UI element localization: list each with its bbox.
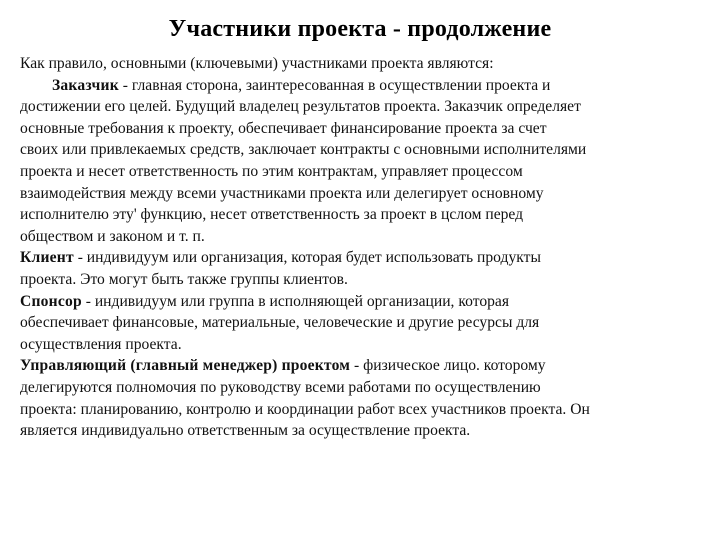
sponsor-line-2: обеспечивает финансовые, материальные, человеческие и другие ресурсы для <box>20 314 540 332</box>
manager-term: Управляющий (главный менеджер) проектом <box>20 357 351 375</box>
customer-text-1: - главная сторона, заинтересованная в осуществлении проекта и <box>118 76 551 94</box>
sponsor-line-1 <box>20 291 710 313</box>
customer-term: Заказчик <box>52 76 119 94</box>
customer-line-2: достижении его целей. Будущий владелец результатов проекта. Заказчик определяет <box>20 98 581 116</box>
slide-title: Участники проекта - продолжение <box>168 16 552 42</box>
intro-line: Как правило, основными (ключевыми) участниками проекта являются: <box>20 55 494 72</box>
customer-line-7: исполнителю эту' функцию, несет ответственность за проект в цслом перед <box>20 206 524 224</box>
manager-line-3: проекта: планированию, контролю и координации работ всех участников проекта. Он <box>20 400 590 418</box>
customer-line-3: основные требования к проекту, обеспечивает финансирование проекта за счет <box>20 119 547 137</box>
client-term: Клиент <box>20 249 74 267</box>
client-line-2: проекта. Это могут быть также группы клиентов. <box>20 270 348 288</box>
customer-line-1 <box>20 75 710 97</box>
manager-text-1: - физическое лицо. которому <box>350 357 546 375</box>
client-line-1 <box>20 247 710 269</box>
manager-line-4: является индивидуально ответственным за осуществление проекта. <box>20 422 471 440</box>
sponsor-line-3: осуществления проекта. <box>20 335 182 353</box>
manager-line-1 <box>20 355 710 377</box>
customer-line-6: взаимодействия между всеми участниками проекта или делегирует основному <box>20 184 544 202</box>
sponsor-term: Спонсор <box>20 292 82 310</box>
manager-line-2: делегируются полномочия по руководству всеми работами по осуществлению <box>20 378 541 396</box>
customer-line-8: обществом и законом и т. п. <box>20 227 205 245</box>
slide-body <box>20 53 710 442</box>
sponsor-text-1: - индивидуум или группа в исполняющей организации, которая <box>81 292 510 310</box>
customer-line-4: своих или привлекаемых средств, заключает контракты с основными исполнителями <box>20 141 587 159</box>
customer-line-5: проекта и несет ответственность по этим контрактам, управляет процессом <box>20 162 523 180</box>
client-text-1: - индивидуум или организация, которая будет использовать продукты <box>73 249 541 267</box>
